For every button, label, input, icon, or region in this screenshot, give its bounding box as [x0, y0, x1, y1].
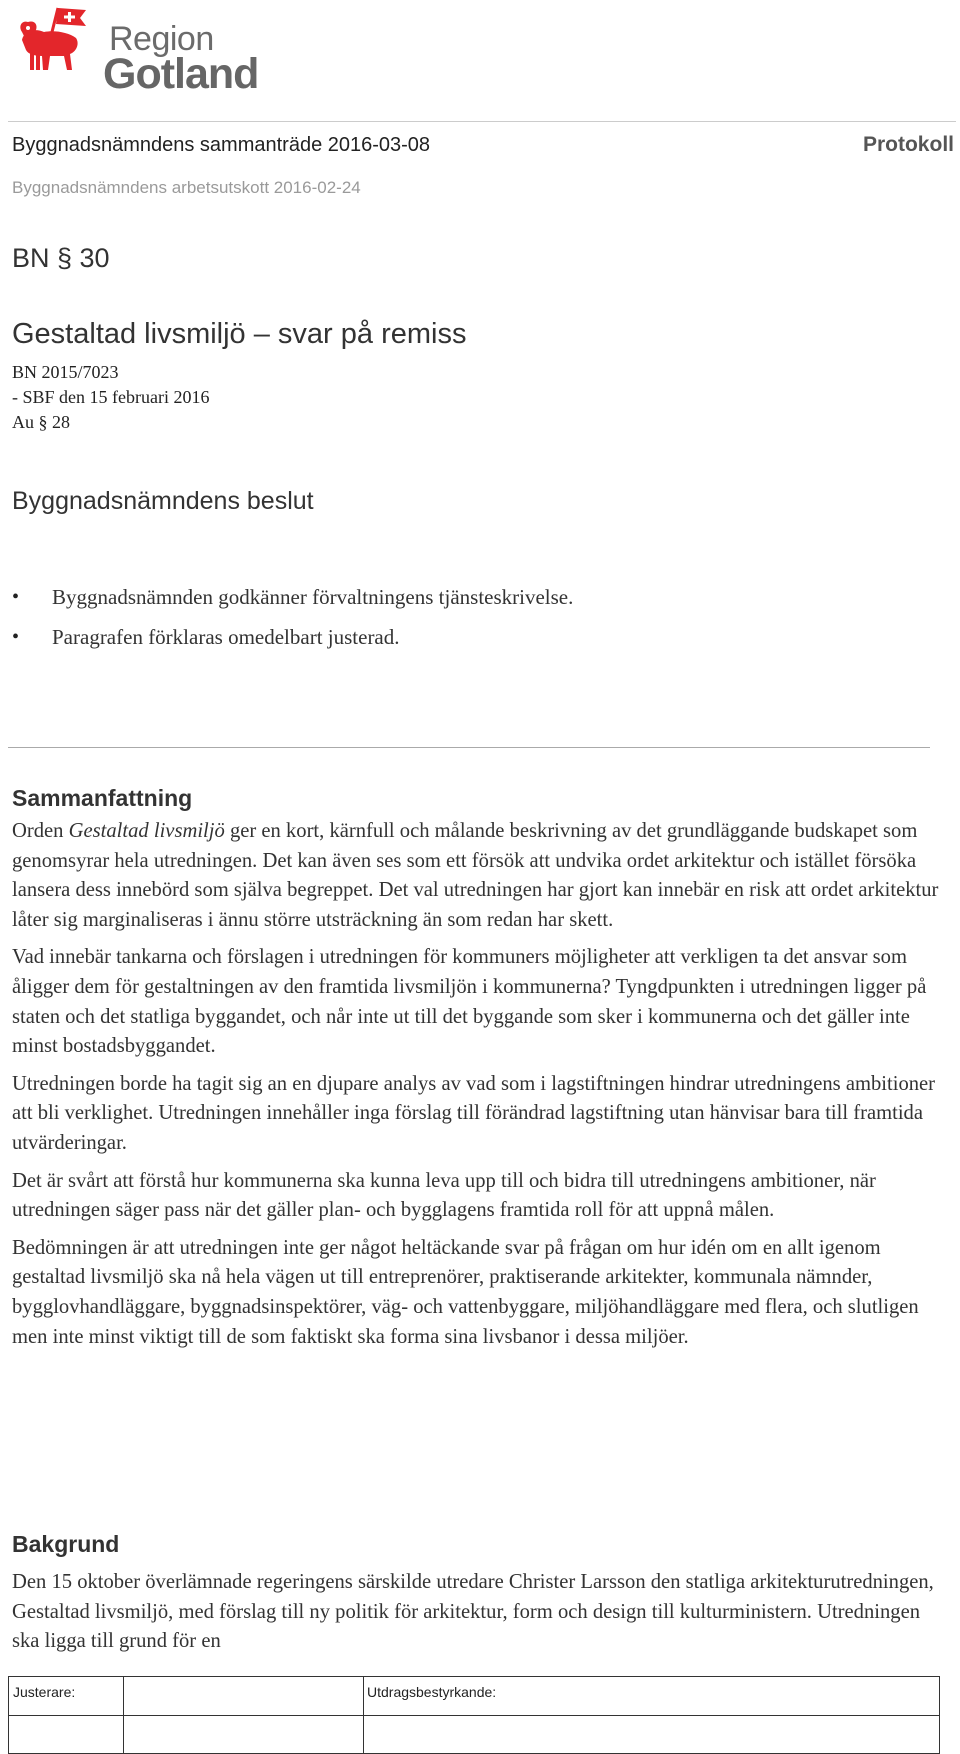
list-item: [12, 625, 573, 650]
summary-italic-term: Gestaltad livsmiljö: [68, 820, 225, 842]
signature-row-divider: [9, 1715, 939, 1716]
summary-paragraph: [12, 817, 942, 935]
au-paragraph: Au § 28: [12, 412, 70, 432]
list-item: [12, 585, 573, 610]
summary-paragraph: Vad innebär tankarna och förslagen i utredningen för kommuners möjligheter att verkligen ta det ansvar som åligger dem för gestaltningen av den framtida livsmiljön i kommunerna? Tyngdpunkten i utredningen ligger på staten och det statliga byggandet, och når inte ut till det byggande som sker i kommunerna och det gäller inte minst bostadsbyggandet.: [12, 946, 927, 1058]
background-body: [12, 1568, 942, 1665]
background-heading: Bakgrund: [12, 1531, 120, 1557]
summary-paragraph: Utredningen borde ha tagit sig an en djupare analys av vad som i lagstiftningen hindrar utredningens ambitioner att bli verklighet. Utredningen innehåller inga förslag till förändrad lagstiftning utan hänvisar bara till framtida utvärderingar.: [12, 1072, 936, 1154]
decision-list: [12, 585, 573, 665]
committee-line: Byggnadsnämndens arbetsutskott 2016-02-24: [12, 178, 361, 197]
region-gotland-logo: [14, 4, 259, 98]
signature-box: [8, 1676, 940, 1754]
summary-text: ger en kort, kärnfull och målande beskrivning av det grundläggande budskapet som genomsyrar hela utredningen. Det kan även ses som ett försök att undvika ordet arkitektur och istället försöka lansera dess innebörd som själva begreppet. Det val utredningen har gjort kan innebär en risk att ordet arkitektur låter sig marginaliseras i ännu större utsträckning än som redan har skett.: [12, 820, 939, 931]
case-number: BN 2015/7023: [12, 362, 119, 382]
decision-heading: Byggnadsnämndens beslut: [12, 487, 314, 515]
case-origin: - SBF den 15 februari 2016: [12, 387, 210, 407]
bullet-icon: •: [12, 626, 20, 648]
logo-wordmark-gotland: Gotland: [103, 50, 259, 98]
section-divider: [8, 747, 930, 748]
summary-text: Orden: [12, 820, 69, 842]
utdragsbestyrkande-label: Utdragsbestyrkande:: [367, 1684, 497, 1700]
header-divider: [8, 121, 956, 122]
document-type: Protokoll: [862, 133, 954, 156]
paragraph-reference: BN § 30: [12, 243, 110, 273]
decision-item-text: Byggnadsnämnden godkänner förvaltningens tjänsteskrivelse.: [52, 585, 574, 609]
background-paragraph: Den 15 oktober överlämnade regeringens särskilde utredare Christer Larsson den statliga arkitekturutredningen, Gestaltad livsmiljö, med förslag till ny politik för arkitektur, form och design till kulturministern. Utredningen ska ligga till grund för en: [12, 1571, 934, 1653]
decision-item-text: Paragrafen förklaras omedelbart justerad.: [52, 625, 400, 649]
justerare-label: Justerare:: [13, 1684, 76, 1700]
summary-paragraph: Det är svårt att förstå hur kommunerna ska kunna leva upp till och bidra till utredningens ambitioner, när utredningen säger pass när det gäller plan- och bygglagens framtida roll för att uppnå målen.: [12, 1169, 876, 1222]
logo-wordmark-region: Region: [109, 20, 214, 58]
summary-body: [12, 817, 942, 1360]
meeting-title: Byggnadsnämndens sammanträde 2016-03-08: [12, 134, 431, 156]
summary-heading: Sammanfattning: [12, 785, 193, 811]
summary-paragraph: Bedömningen är att utredningen inte ger något heltäckande svar på frågan om hur idén om en allt igenom gestaltad livsmiljö ska nå hela vägen ut till entreprenörer, praktiserande arkitekter, kommunala nämnder, bygglovhandläggare, byggnadsinspektörer, väg- och vattenbyggare, miljöhandläggare med flera, och slutligen men inte minst viktigt till de som faktiskt ska forma sina livsbanor i dessa miljöer.: [12, 1236, 919, 1348]
bullet-icon: •: [12, 586, 20, 608]
page-title: Gestaltad livsmiljö – svar på remiss: [12, 318, 467, 350]
ram-emblem-icon: [14, 4, 94, 84]
